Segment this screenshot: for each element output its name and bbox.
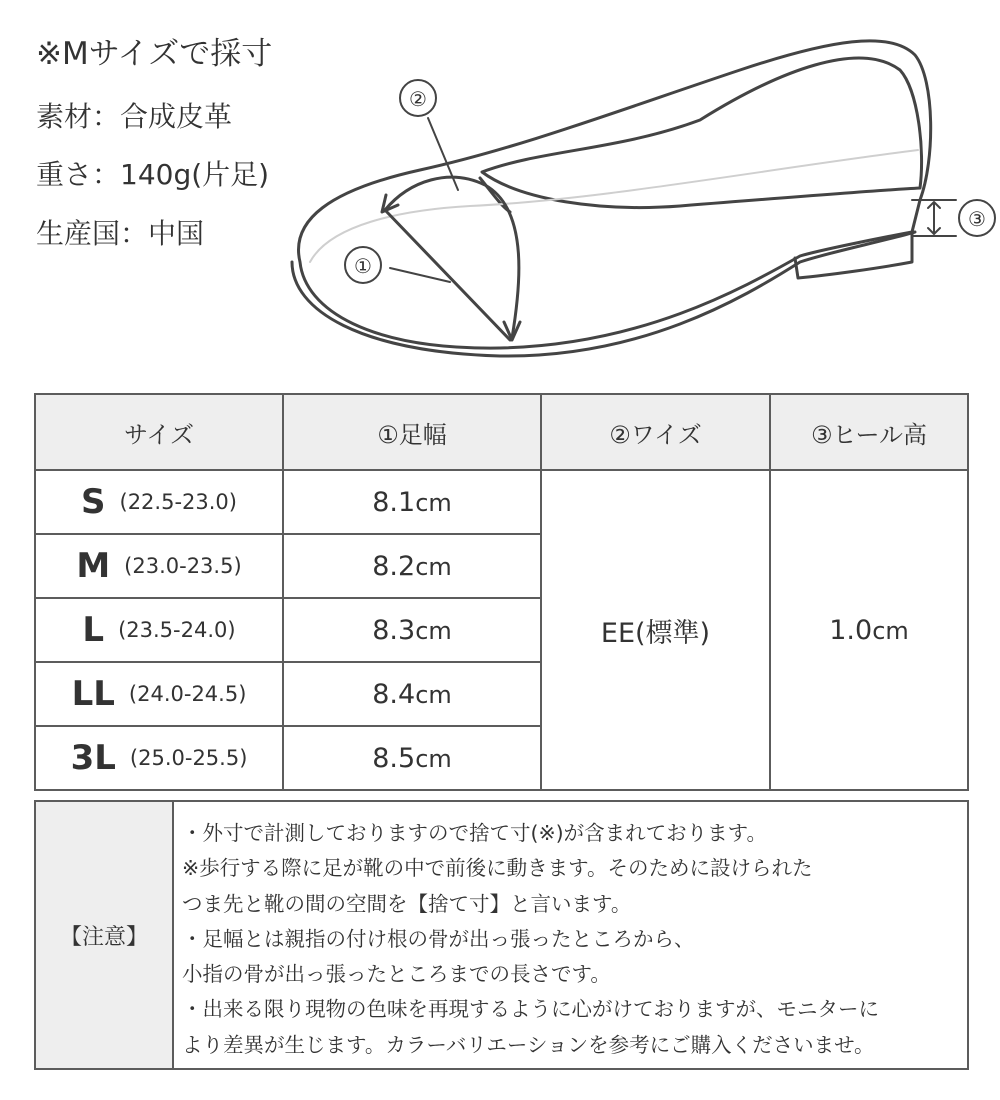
header-wise: ②ワイズ (541, 394, 770, 470)
foot-width-value: 8.2 (372, 550, 416, 582)
diagram-label-1: ① (354, 254, 372, 278)
size-cell (35, 598, 283, 662)
heel-height-value: 1.0 (829, 614, 873, 646)
measure-1-line (385, 210, 510, 340)
weight-spec: 重さ：140g(片足) (36, 158, 270, 191)
foot-width-unit: cm (415, 744, 452, 773)
table-row (35, 470, 968, 534)
origin-spec: 生産国：中国 (36, 217, 205, 250)
size-name: S (81, 482, 106, 522)
header-size: サイズ (35, 394, 283, 470)
size-cell (35, 470, 283, 534)
notes-heading: 【注意】 (36, 802, 174, 1068)
header-heel-height: ③ヒール高 (770, 394, 968, 470)
size-table (34, 393, 969, 791)
size-range: (23.5-24.0) (118, 618, 236, 642)
foot-width-unit: cm (415, 488, 452, 517)
diagram-label-2: ② (409, 87, 427, 111)
shoe-opening (482, 58, 922, 207)
note-line: より差異が生じます。カラーバリエーションを参考にご購入くださいませ。 (182, 1032, 875, 1057)
note-line: ・外寸で計測しておりますので捨て寸(※)が含まれております。 (182, 821, 768, 845)
note-line: ・足幅とは親指の付け根の骨が出っ張ったところから、 (182, 926, 695, 951)
foot-width-cell (283, 534, 541, 598)
diagram-label-3: ③ (968, 207, 986, 231)
foot-width-unit: cm (415, 552, 452, 581)
foot-width-value: 8.5 (372, 742, 416, 774)
foot-width-unit: cm (415, 616, 452, 645)
size-range: (24.0-24.5) (128, 682, 247, 706)
size-range: (22.5-23.0) (119, 490, 237, 514)
wise-cell: EE(標準) (541, 470, 770, 790)
notes-body (174, 802, 967, 1068)
heel-height-unit: cm (872, 616, 909, 645)
heel-height-cell (770, 470, 968, 790)
foot-width-value: 8.4 (372, 678, 416, 710)
size-name: M (76, 546, 111, 586)
note-line: 小指の骨が出っ張ったところまでの長さです。 (182, 962, 611, 987)
size-cell (35, 534, 283, 598)
size-cell (35, 662, 283, 726)
note-line: ・出来る限り現物の色味を再現するように心がけておりますが、モニターに (182, 997, 879, 1022)
foot-width-cell (283, 726, 541, 790)
foot-width-cell (283, 662, 541, 726)
size-name: L (82, 610, 105, 650)
size-range: (23.0-23.5) (124, 554, 242, 578)
foot-width-cell (283, 470, 541, 534)
foot-width-cell (283, 598, 541, 662)
header-foot-width: ①足幅 (283, 394, 541, 470)
size-name: 3L (70, 738, 116, 778)
size-name: LL (71, 674, 115, 714)
material-spec: 素材：合成皮革 (36, 100, 233, 133)
foot-width-value: 8.3 (372, 614, 416, 646)
shoe-diagram (0, 0, 1000, 380)
foot-width-value: 8.1 (372, 486, 416, 518)
measurement-note: ※Mサイズで採寸 (36, 36, 273, 72)
size-range: (25.0-25.5) (129, 746, 248, 770)
note-line: ※歩行する際に足が靴の中で前後に動きます。そのために設けられた (182, 856, 813, 881)
foot-width-unit: cm (415, 680, 452, 709)
note-line: つま先と靴の間の空間を【捨て寸】と言います。 (182, 891, 632, 916)
notes-box (34, 800, 969, 1070)
size-cell (35, 726, 283, 790)
size-table-header (35, 394, 968, 470)
